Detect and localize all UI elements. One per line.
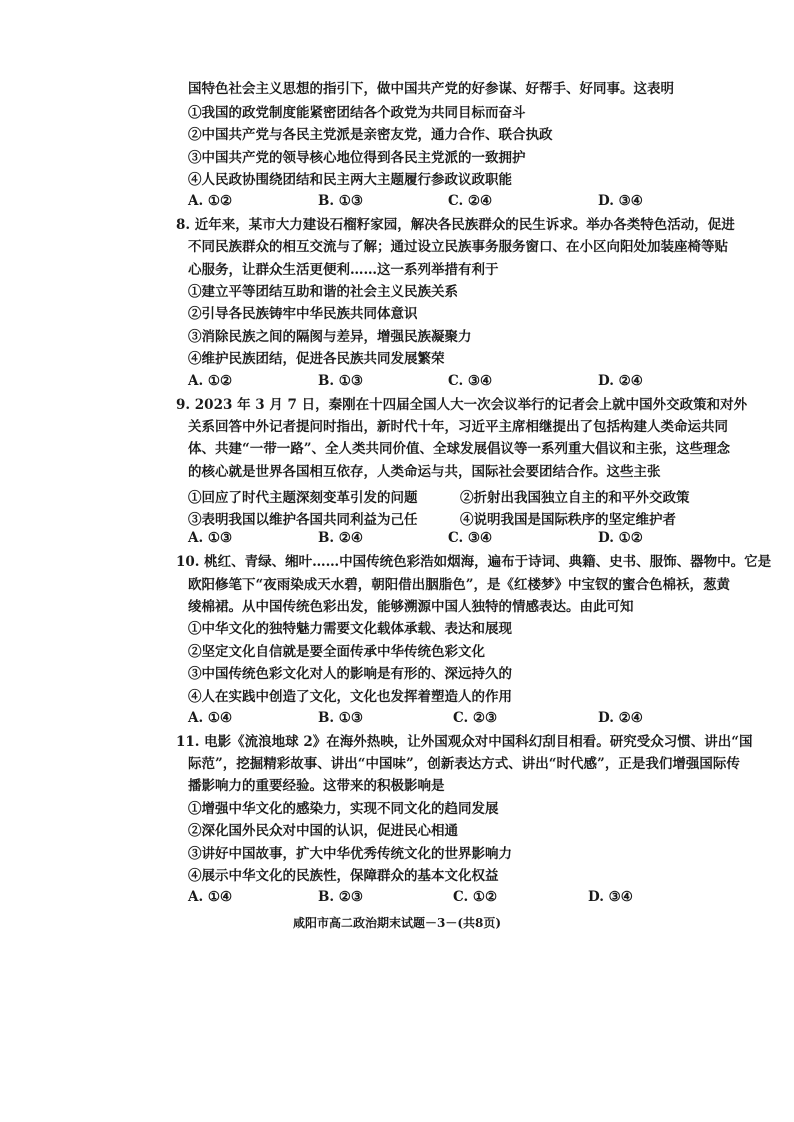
q10-option-1: ①中华文化的独特魅力需要文化载体承载、表达和展现 xyxy=(188,621,512,637)
q7-option-2: ②中国共产党与各民主党派是亲密友党，通力合作、联合执政 xyxy=(188,127,553,143)
q9-stem-line-4: 的核心就是世界各国相互依存，人类命运与共，国际社会要团结合作。这些主张 xyxy=(188,464,661,480)
q11-choice-d[interactable]: D. ③④ xyxy=(588,889,633,905)
q8-stem-line-2: 不同民族群众的相互交流与了解；通过设立民族事务服务窗口、在小区向阳处加装座椅等贴 xyxy=(188,239,728,255)
q11-option-3: ③讲好中国故事，扩大中华优秀传统文化的世界影响力 xyxy=(188,846,512,862)
q11-choices xyxy=(188,889,648,907)
q10-choice-d[interactable]: D. ②④ xyxy=(598,710,643,726)
q11-stem-line-2: 际范”，挖掘精彩故事、讲出“中国味”，创新表达方式、讲出“时代感”，正是我们增强国际传 xyxy=(188,756,740,772)
q8-choice-c[interactable]: C. ③④ xyxy=(448,373,493,389)
q7-choice-a[interactable]: A. ①② xyxy=(188,193,233,209)
q8-choice-a[interactable]: A. ①② xyxy=(188,373,233,389)
q9-options-row-2 xyxy=(188,508,676,528)
q8-choices xyxy=(188,373,648,391)
q11-choice-c[interactable]: C. ①② xyxy=(453,889,498,905)
q8-option-3: ③消除民族之间的隔阂与差异，增强民族凝聚力 xyxy=(188,329,472,345)
q9-option-4: ④说明我国是国际秩序的坚定维护者 xyxy=(460,512,676,528)
q9-choice-a[interactable]: A. ①③ xyxy=(188,530,233,546)
q11-stem-line-3: 播影响力的重要经验。这带来的积极影响是 xyxy=(188,778,445,794)
q10-stem-line-1: 10. 桃红、青绿、缃叶……中国传统色彩浩如烟海，遍布于诗词、典籍、史书、服饰、器物中。它是 xyxy=(176,554,772,570)
q10-option-2: ②坚定文化自信就是要全面传承中华传统色彩文化 xyxy=(188,644,485,660)
q9-stem-line-3: 体、共建“一带一路”、全人类共同价值、全球发展倡议等一系列重大倡议和主张，这些理念 xyxy=(188,441,731,457)
q10-stem-line-3: 绫棉裙。从中国传统色彩出发，能够溯源中国人独特的情感表达。由此可知 xyxy=(188,599,634,615)
q7-option-4: ④人民政协围绕团结和民主两大主题履行参政议政职能 xyxy=(188,172,512,188)
q8-choice-b[interactable]: B. ①③ xyxy=(318,373,364,389)
q7-option-1: ①我国的政党制度能紧密团结各个政党为共同目标而奋斗 xyxy=(188,105,526,121)
q10-stem-line-2: 欧阳修笔下“夜雨染成天水碧，朝阳借出胭脂色”，是《红楼梦》中宝钗的蜜合色棉袄，葱黄 xyxy=(188,577,731,593)
q9-choices xyxy=(188,530,648,548)
q9-choice-b[interactable]: B. ②④ xyxy=(318,530,364,546)
q11-stem-line-1: 11. 电影《流浪地球 2》在海外热映，让外国观众对中国科幻刮目相看。研究受众习惯、讲出“国 xyxy=(176,734,753,750)
q8-choice-d[interactable]: D. ②④ xyxy=(598,373,643,389)
q10-choice-c[interactable]: C. ②③ xyxy=(453,710,498,726)
q9-options-row-1 xyxy=(188,486,690,506)
q9-option-3: ③表明我国以维护各国共同利益为己任 xyxy=(188,512,418,528)
q11-option-4: ④展示中华文化的民族性，保障群众的基本文化权益 xyxy=(188,868,499,884)
q10-choice-b[interactable]: B. ①③ xyxy=(318,710,364,726)
q7-choices xyxy=(188,193,648,211)
q8-stem-line-1: 8. 近年来，某市大力建设石榴籽家园，解决各民族群众的民生诉求。举办各类特色活动，促进 xyxy=(176,217,735,233)
q10-choices xyxy=(188,710,648,728)
q10-option-3: ③中国传统色彩文化对人的影响是有形的、深远持久的 xyxy=(188,666,512,682)
q7-option-3: ③中国共产党的领导核心地位得到各民主党派的一致拥护 xyxy=(188,150,526,166)
q10-choice-a[interactable]: A. ①④ xyxy=(188,710,233,726)
q9-option-2: ②折射出我国独立自主的和平外交政策 xyxy=(460,490,690,506)
q9-choice-d[interactable]: D. ①② xyxy=(598,530,643,546)
q8-option-4: ④维护民族团结，促进各民族共同发展繁荣 xyxy=(188,351,445,367)
q11-choice-a[interactable]: A. ①④ xyxy=(188,889,233,905)
q11-choice-b[interactable]: B. ②③ xyxy=(318,889,364,905)
page-footer: 咸阳市高二政治期末试题－3－(共8页) xyxy=(292,916,502,930)
q9-stem-line-2: 关系回答中外记者提问时指出，新时代十年，习近平主席相继提出了包括构建人类命运共同 xyxy=(188,419,728,435)
q9-choice-c[interactable]: C. ③④ xyxy=(448,530,493,546)
q9-stem-line-1: 9. 2023 年 3 月 7 日，秦刚在十四届全国人大一次会议举行的记者会上就中国外交政策和对外 xyxy=(176,397,748,413)
q7-intro-tail: 国特色社会主义思想的指引下，做中国共产党的好参谋、好帮手、好同事。这表明 xyxy=(188,81,674,97)
q7-choice-d[interactable]: D. ③④ xyxy=(598,193,643,209)
q9-option-1: ①回应了时代主题深刻变革引发的问题 xyxy=(188,490,418,506)
q11-option-2: ②深化国外民众对中国的认识，促进民心相通 xyxy=(188,823,458,839)
q11-option-1: ①增强中华文化的感染力，实现不同文化的趋同发展 xyxy=(188,801,499,817)
q7-choice-c[interactable]: C. ②④ xyxy=(448,193,493,209)
q7-choice-b[interactable]: B. ①③ xyxy=(318,193,364,209)
q8-option-1: ①建立平等团结互助和谐的社会主义民族关系 xyxy=(188,284,458,300)
q8-option-2: ②引导各民族铸牢中华民族共同体意识 xyxy=(188,306,418,322)
q10-option-4: ④人在实践中创造了文化，文化也发挥着塑造人的作用 xyxy=(188,689,512,705)
q8-stem-line-3: 心服务，让群众生活更便利……这一系列举措有利于 xyxy=(188,262,499,278)
